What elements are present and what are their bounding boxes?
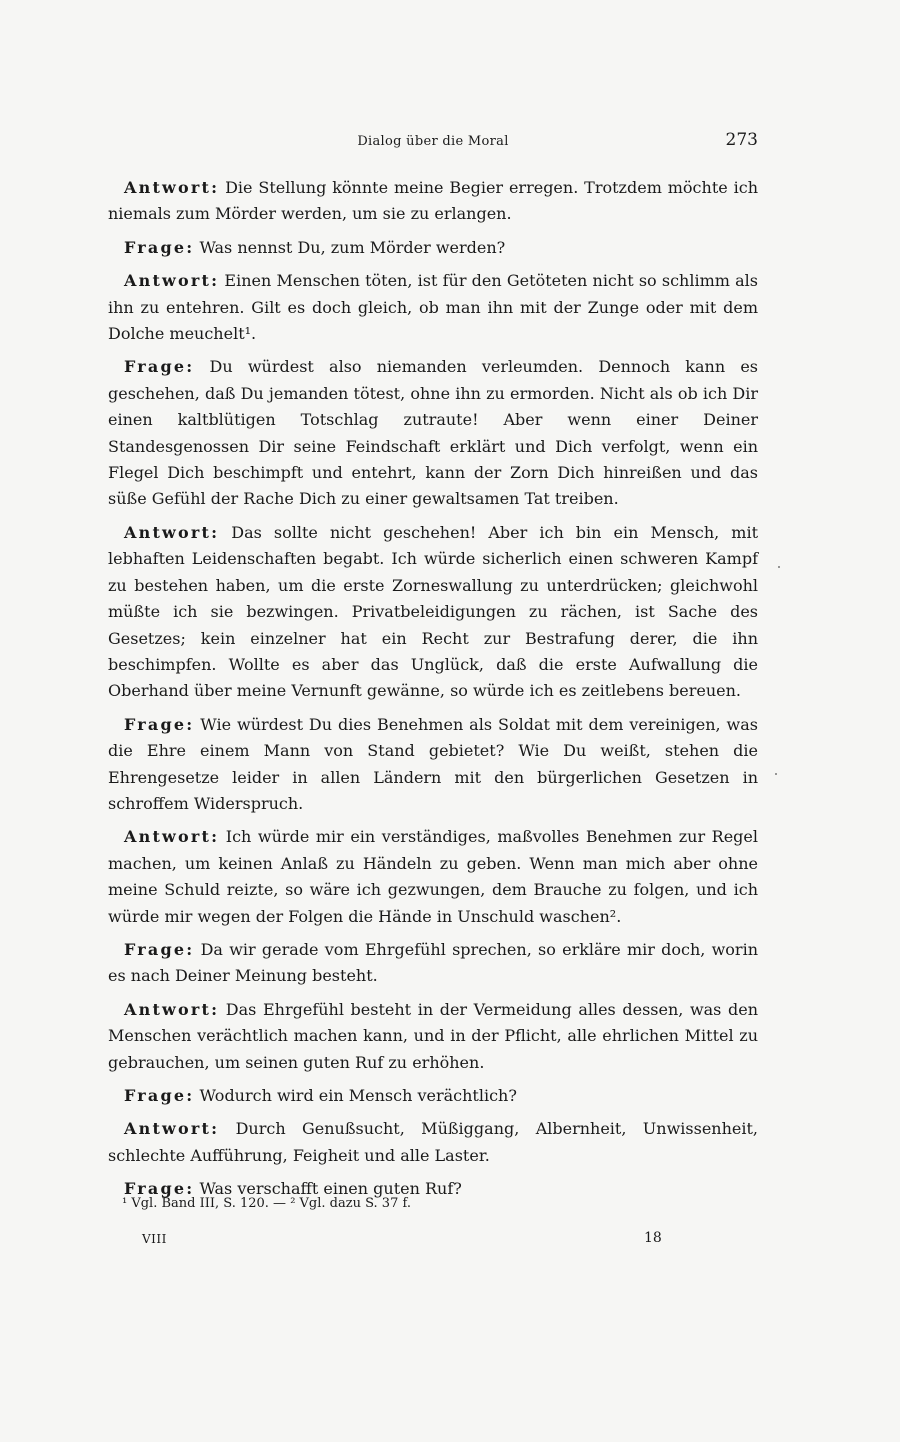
- running-head: [108, 128, 758, 158]
- sheet-number: 18: [644, 1230, 662, 1246]
- speaker-label: Frage:: [124, 939, 195, 959]
- paragraph-text: Durch Genußsucht, Müßiggang, Albernheit, Unwissenheit, schlechte Aufführung, Feigheit und alle Laster.: [108, 1119, 758, 1165]
- speaker-label: Antwort:: [124, 999, 220, 1019]
- dialog-paragraph-question: [108, 354, 758, 512]
- speaker-label: Frage:: [124, 1086, 195, 1105]
- speaker-label: Antwort:: [124, 827, 220, 847]
- speaker-label: Frage:: [124, 714, 195, 734]
- speaker-label: Antwort:: [124, 271, 220, 291]
- speaker-label: Antwort:: [124, 522, 220, 542]
- dialog-paragraph-answer: [108, 268, 758, 347]
- paragraph-text: Was nennst Du, zum Mörder werden?: [194, 237, 506, 257]
- dialog-paragraph-answer: [108, 1116, 758, 1169]
- paragraph-text: Einen Menschen töten, ist für den Getöteten nicht so schlimm als ihn zu entehren. Gilt es doch gleich, ob man ihn mit der Zunge oder mit dem Dolche meuchelt¹.: [108, 271, 758, 344]
- dialog-text: [108, 175, 758, 1210]
- speaker-label: Antwort:: [124, 1119, 220, 1139]
- paper-speck: [778, 566, 780, 568]
- page-number: 273: [725, 130, 758, 150]
- dialog-paragraph-answer: [108, 824, 758, 930]
- paragraph-text: Wie würdest Du dies Benehmen als Soldat mit dem vereinigen, was die Ehre einem Mann von Stand gebietet? Wie Du weißt, stehen die Ehrengesetze leider in allen Ländern mit den bürgerlichen Gesetzen in schroffem Widerspruch.: [108, 714, 758, 813]
- paragraph-text: Ich würde mir ein verständiges, maßvolles Benehmen zur Regel machen, um keinen Anlaß zu Händeln zu geben. Wenn man mich aber ohne meine Schuld reizte, so wäre ich gezwungen, dem Brauche zu folgen, und ich würde mir wegen der Folgen die Hände in Unschuld waschen².: [108, 827, 758, 926]
- dialog-paragraph-question: [108, 1083, 758, 1109]
- volume-signature-mark: VIII: [142, 1232, 167, 1246]
- paragraph-text: Da wir gerade vom Ehrgefühl sprechen, so erkläre mir doch, worin es nach Deiner Meinung besteht.: [108, 939, 758, 986]
- paragraph-text: Wodurch wird ein Mensch verächtlich?: [194, 1086, 517, 1105]
- paragraph-text: Das sollte nicht geschehen! Aber ich bin ein Mensch, mit lebhaften Leidenschaften begabt. Ich würde sicherlich einen schweren Kampf zu bestehen haben, um die erste Zorneswallung zu unterdrücken; gleichwohl müßte ich sie bezwingen. Privatbeleidigungen zu rächen, ist Sache des Gesetzes; kein einzelner hat ein Recht zur Bestrafung derer, die ihn beschimpfen. Wollte es aber das Unglück, daß die erste Aufwallung die Oberhand über meine Vernunft gewänne, so würde ich es zeitlebens bereuen.: [108, 522, 758, 701]
- dialog-paragraph-answer: [108, 175, 758, 228]
- speaker-label: Frage:: [124, 1179, 195, 1199]
- dialog-paragraph-question: [108, 712, 758, 818]
- speaker-label: Antwort:: [124, 178, 220, 197]
- dialog-paragraph-answer: [108, 997, 758, 1076]
- running-title: Dialog über die Moral: [357, 134, 509, 149]
- paragraph-text: Du würdest also niemanden verleumden. Dennoch kann es geschehen, daß Du jemanden tötest, ohne ihn zu ermorden. Nicht als ob ich Dir einen kaltblütigen Totschlag zutraute! Aber wenn einer Deiner Standesgenossen Dir seine Feindschaft erklärt und Dich verfolgt, wenn ein Flegel Dich beschimpft und entehrt, kann der Zorn Dich hinreißen und das süße Gefühl der Rache Dich zu einer gewaltsamen Tat treiben.: [108, 357, 758, 509]
- dialog-paragraph-answer: [108, 520, 758, 705]
- paragraph-text: Das Ehrgefühl besteht in der Vermeidung alles dessen, was den Menschen verächtlich machen kann, und in der Pflicht, alle ehrlichen Mittel zu gebrauchen, um seinen guten Ruf zu erhöhen.: [108, 999, 758, 1072]
- paper-speck: [775, 773, 777, 775]
- sheet-signature-line: [108, 1232, 758, 1256]
- footnotes: ¹ Vgl. Band III, S. 120. — ² Vgl. dazu S. 37 f.: [122, 1196, 411, 1211]
- paragraph-text: Was verschafft einen guten Ruf?: [194, 1179, 462, 1199]
- dialog-paragraph-question: [108, 937, 758, 990]
- paragraph-text: Die Stellung könnte meine Begier erregen. Trotzdem möchte ich niemals zum Mörder werden, um sie zu erlangen.: [108, 178, 758, 224]
- speaker-label: Frage:: [124, 357, 195, 377]
- speaker-label: Frage:: [124, 237, 195, 257]
- dialog-paragraph-question: [108, 235, 758, 261]
